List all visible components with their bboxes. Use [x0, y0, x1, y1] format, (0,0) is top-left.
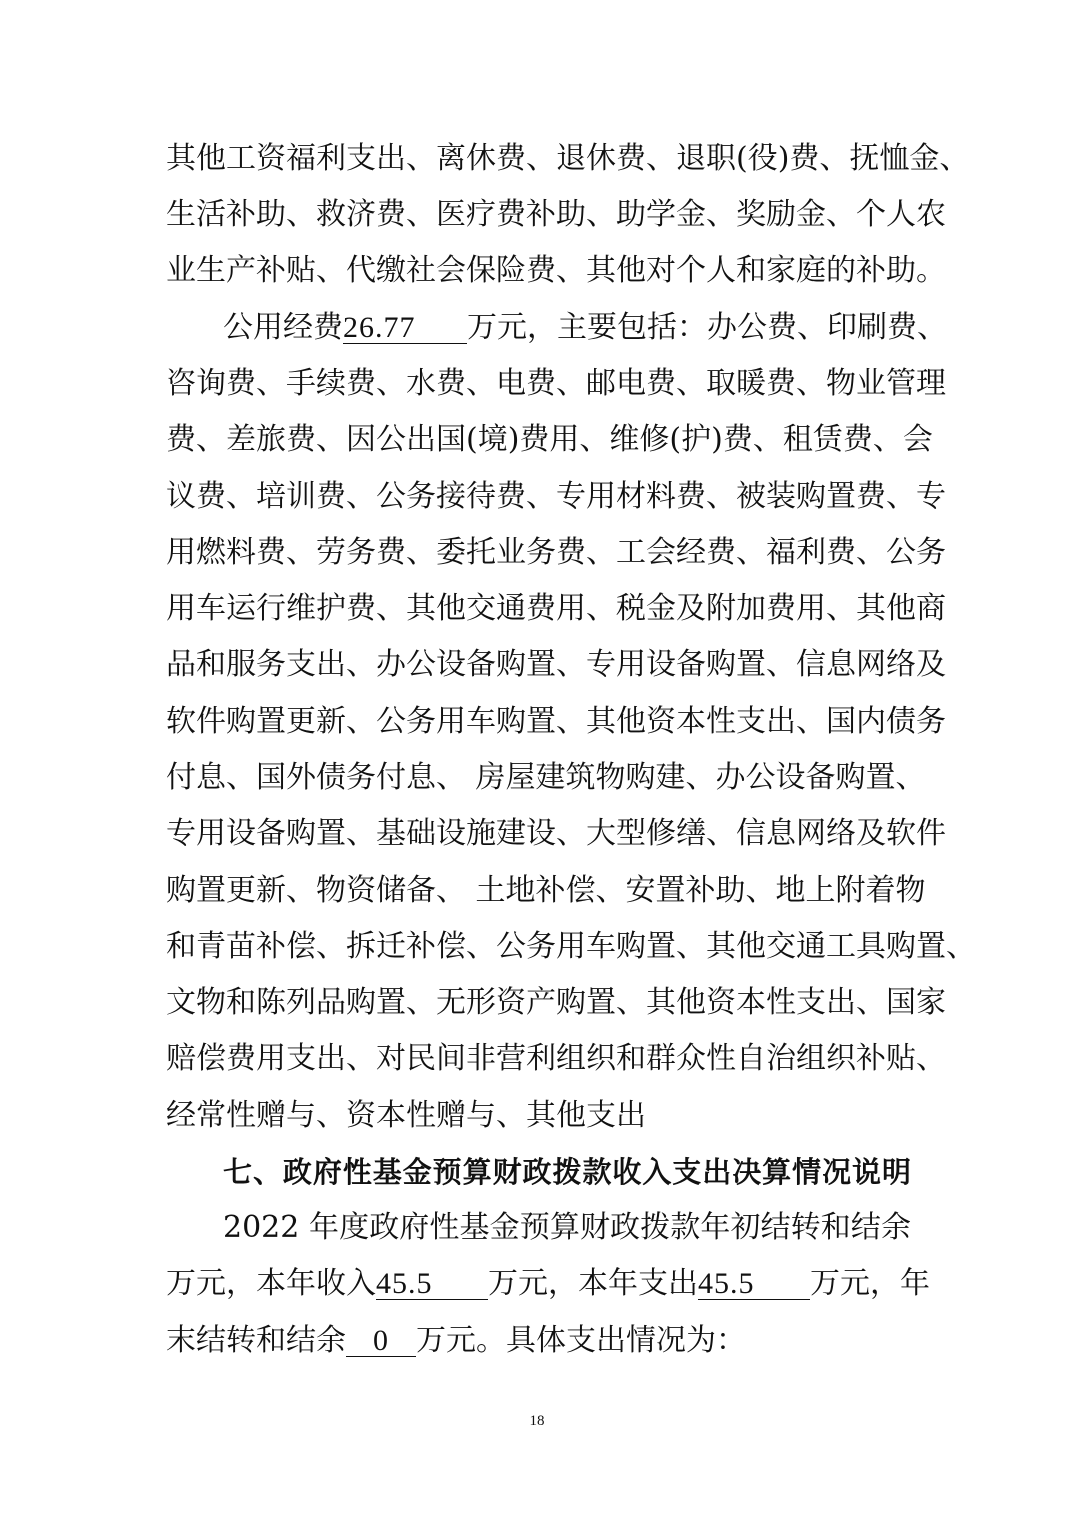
paragraph-line: 业生产补贴、代缴社会保险费、其他对个人和家庭的补助。	[166, 253, 946, 288]
paragraph-line: 费、差旅费、因公出国(境)费用、维修(护)费、租赁费、会	[166, 422, 933, 457]
public-funds-prefix: 公用经费	[223, 310, 343, 345]
paragraph-line: 品和服务支出、办公设备购置、专用设备购置、信息网络及	[166, 647, 946, 682]
paragraph-line: 专用设备购置、基础设施建设、大型修缮、信息网络及软件	[166, 816, 946, 851]
paragraph-line: 和青苗补偿、拆迁补偿、公务用车购置、其他交通工具购置、	[166, 929, 976, 964]
fund-line-1: 2022 年度政府性基金预算财政拨款年初结转和结余	[223, 1210, 911, 1245]
public-funds-amount: 26.77	[343, 313, 467, 344]
paragraph-line: 用车运行维护费、其他交通费用、税金及附加费用、其他商	[166, 591, 946, 626]
fund-line-3	[166, 1321, 911, 1361]
public-funds-line	[223, 308, 947, 348]
paragraph-line: 用燃料费、劳务费、委托业务费、工会经费、福利费、公务	[166, 535, 946, 570]
paragraph-line: 其他工资福利支出、离休费、退休费、退职(役)费、抚恤金、	[166, 141, 970, 176]
paragraph-line: 赔偿费用支出、对民间非营利组织和群众性自治组织补贴、	[166, 1041, 946, 1076]
paragraph-line: 软件购置更新、公务用车购置、其他资本性支出、国内债务	[166, 704, 946, 739]
public-funds-suffix: 万元，主要包括：办公费、印刷费、	[467, 310, 947, 345]
section-heading: 七、政府性基金预算财政拨款收入支出决算情况说明	[223, 1155, 911, 1189]
fund-income-amount: 45.5	[376, 1269, 488, 1300]
fund-line-2	[166, 1264, 930, 1304]
paragraph-line: 文物和陈列品购置、无形资产购置、其他资本性支出、国家	[166, 985, 946, 1020]
paragraph-line: 购置更新、物资储备、 土地补偿、安置补助、地上附着物	[166, 873, 926, 908]
paragraph-line: 经常性赠与、资本性赠与、其他支出	[166, 1098, 646, 1133]
paragraph-line: 咨询费、手续费、水费、电费、邮电费、取暖费、物业管理	[166, 366, 946, 401]
fund-text: 万元，年	[810, 1266, 930, 1301]
fund-text: 万元。具体支出情况为：	[416, 1323, 746, 1358]
fund-text: 万元，本年收入	[166, 1266, 376, 1301]
fund-balance-amount: 0	[346, 1326, 416, 1357]
fund-text: 万元，本年支出	[488, 1266, 698, 1301]
fund-text: 末结转和结余	[166, 1323, 346, 1358]
paragraph-line: 付息、国外债务付息、 房屋建筑物购建、办公设备购置、	[166, 760, 926, 795]
paragraph-line: 议费、培训费、公务接待费、专用材料费、被装购置费、专	[166, 479, 946, 514]
paragraph-line: 生活补助、救济费、医疗费补助、助学金、奖励金、个人农	[166, 197, 946, 232]
fund-expense-amount: 45.5	[698, 1269, 810, 1300]
page-number: 18	[529, 1413, 545, 1429]
